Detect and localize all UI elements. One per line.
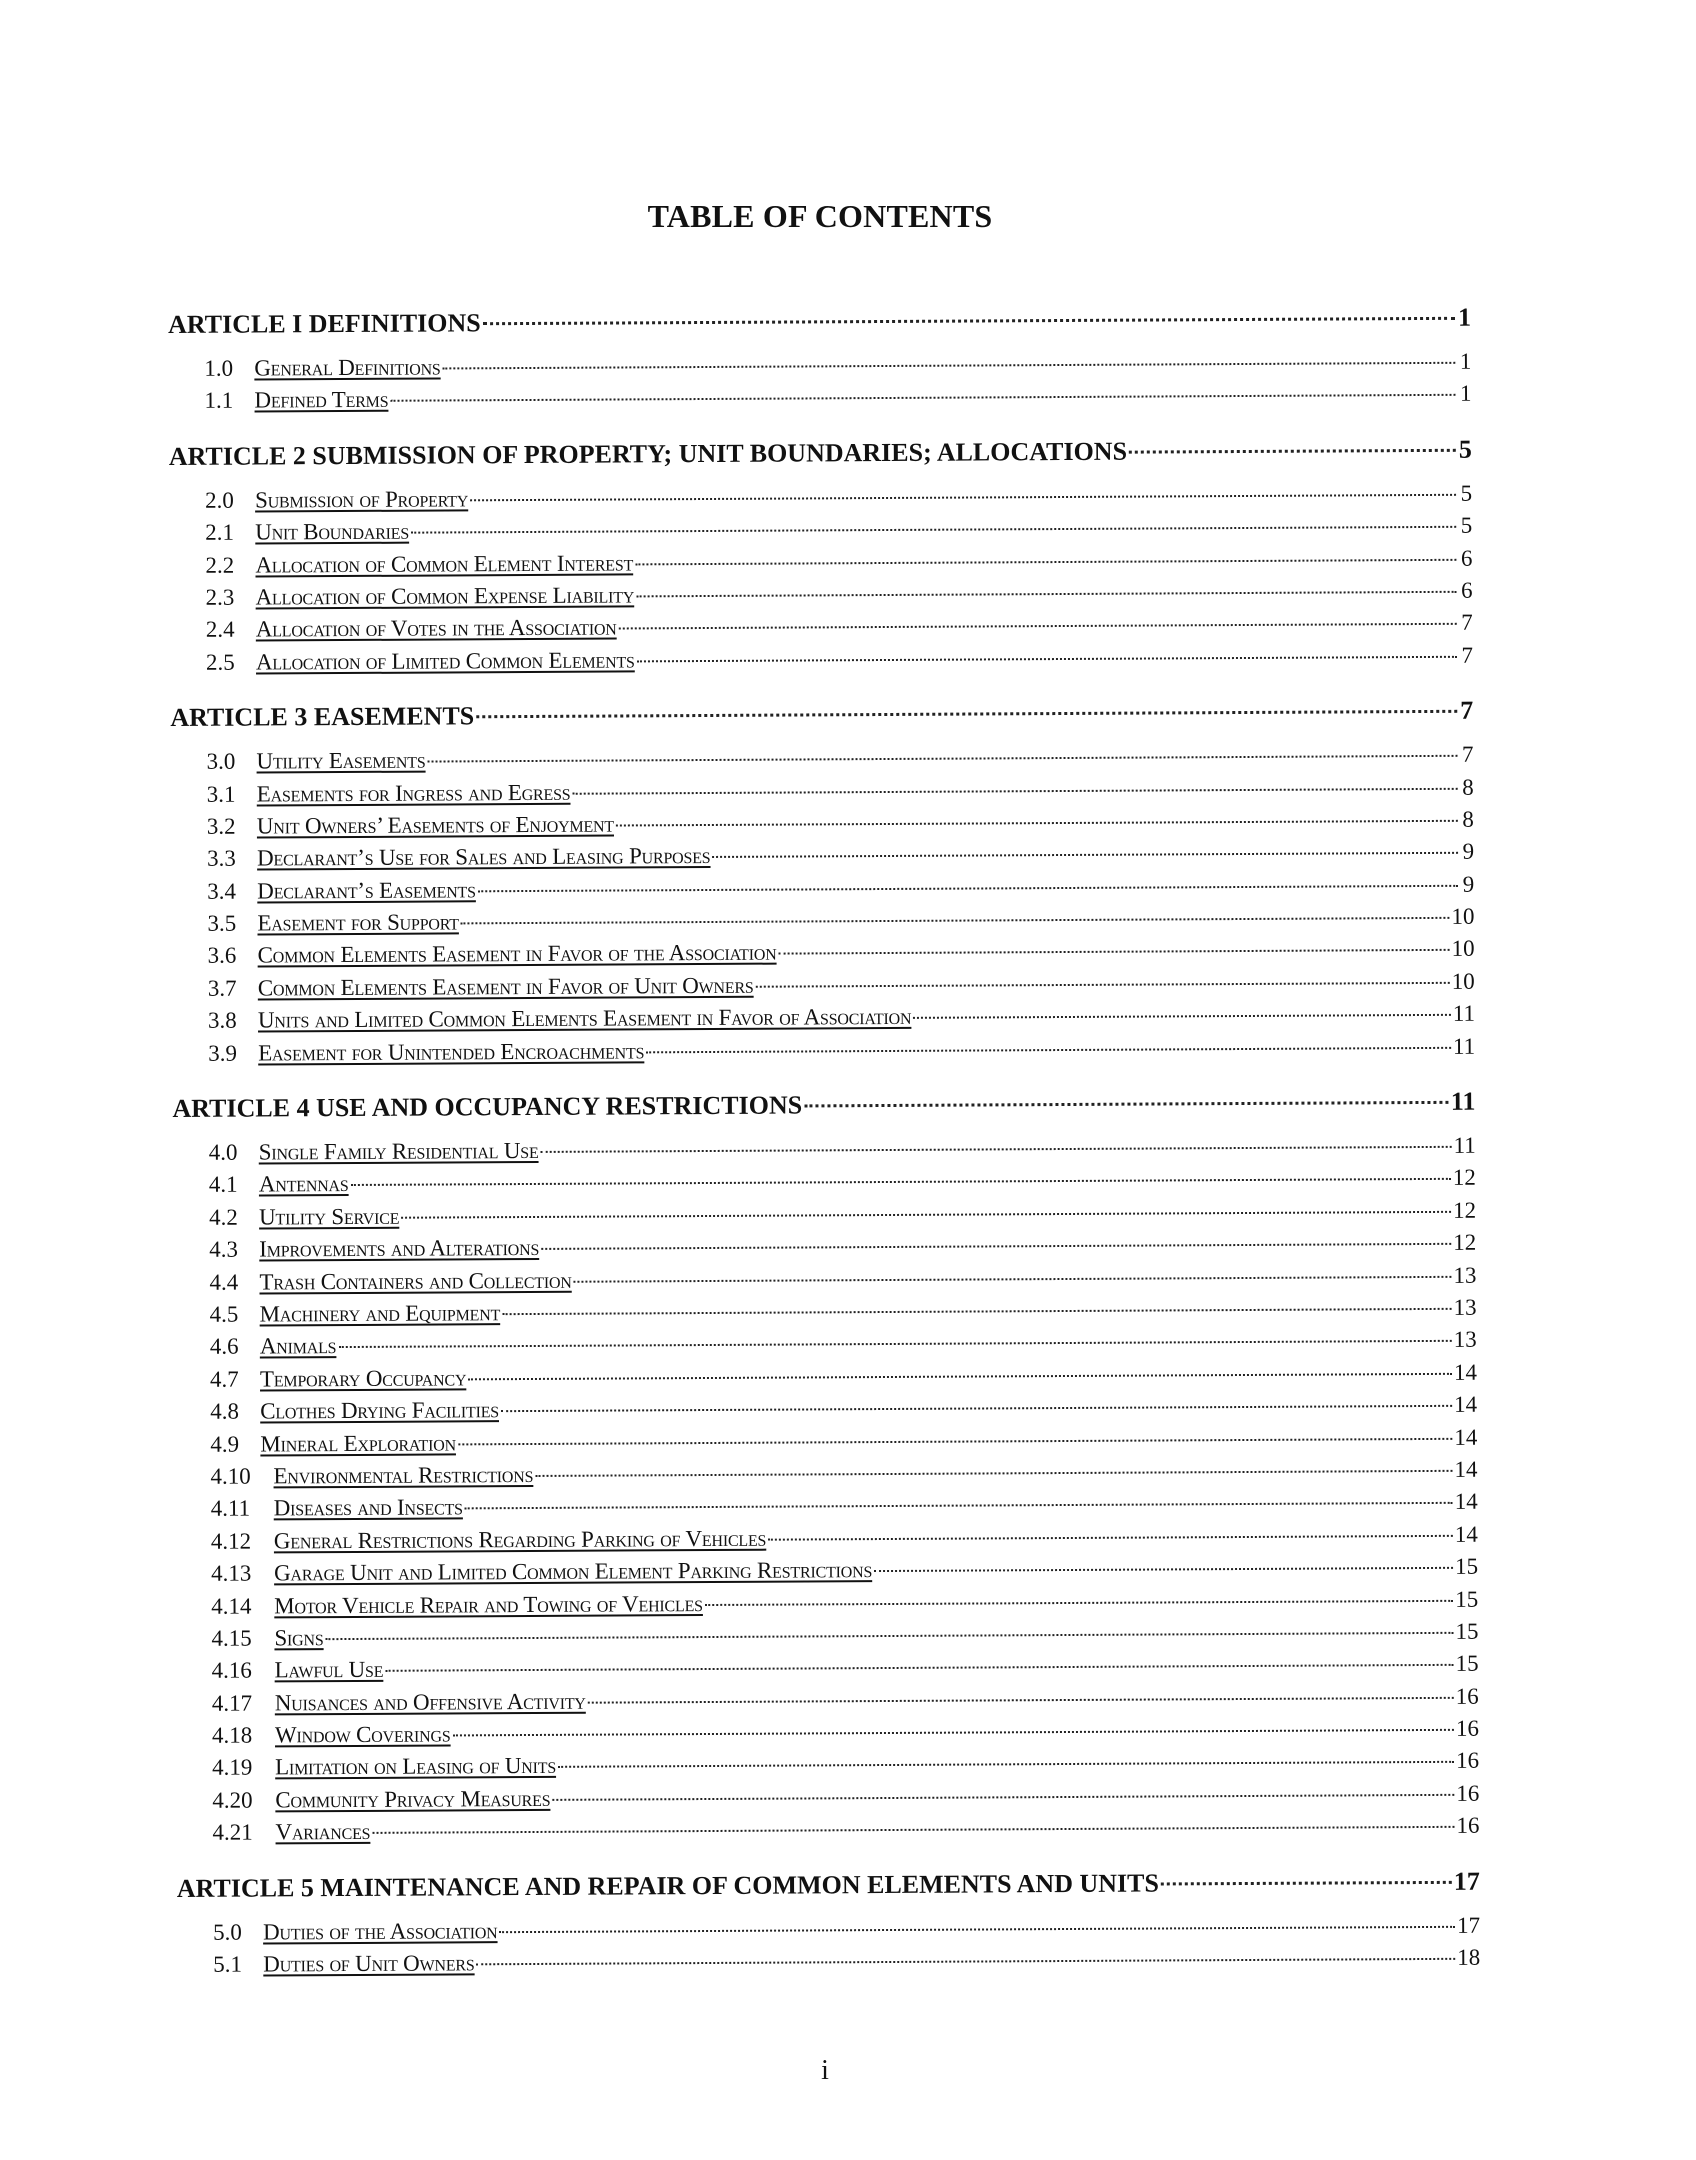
dot-leader <box>619 623 1457 630</box>
toc-section-title: Antennas <box>258 1171 349 1197</box>
toc-section-number: 4.8 <box>210 1398 239 1424</box>
dot-leader <box>768 1535 1453 1541</box>
dot-leader <box>1129 449 1456 454</box>
toc-page-number: 6 <box>1461 577 1473 603</box>
toc-page-number: 11 <box>1453 1132 1476 1158</box>
dot-leader <box>443 362 1456 370</box>
dot-leader <box>351 1178 1451 1186</box>
toc-article-row <box>168 303 1471 344</box>
toc-page-number: 14 <box>1454 1489 1478 1515</box>
dot-leader <box>477 1958 1456 1965</box>
toc-page-number: 14 <box>1454 1391 1478 1417</box>
page-title: TABLE OF CONTENTS <box>647 198 993 234</box>
toc-section-title: Easement for Support <box>257 909 459 936</box>
toc-page-number: 13 <box>1453 1327 1477 1353</box>
dot-leader <box>401 1211 1451 1219</box>
toc-section-number: 3.9 <box>208 1040 237 1066</box>
toc-page-number: 7 <box>1461 642 1474 668</box>
toc-page-number: 16 <box>1455 1715 1480 1741</box>
toc-section-number: 4.1 <box>208 1172 238 1198</box>
toc-section-title: Garage Unit and Limited Common Element Parking Restrictions <box>273 1557 873 1586</box>
toc-section-number: 2.0 <box>204 487 234 513</box>
dot-leader <box>411 526 1456 534</box>
dot-leader <box>874 1567 1453 1572</box>
toc-page-number: 15 <box>1455 1618 1479 1644</box>
dot-leader <box>913 1014 1450 1019</box>
toc-section-number: 4.3 <box>209 1236 239 1262</box>
toc-section-number: 4.4 <box>209 1269 239 1295</box>
toc-page-number: 16 <box>1456 1748 1480 1774</box>
toc-page-number: 1 <box>1459 381 1472 407</box>
toc-section-row <box>168 381 1471 421</box>
toc-section-number: 4.18 <box>211 1722 253 1748</box>
toc-page-number: 1 <box>1457 302 1472 332</box>
toc-article-row <box>177 1866 1480 1907</box>
toc-section-title: Common Elements Easement in Favor of the Association <box>257 940 777 968</box>
toc-section-row <box>170 642 1473 682</box>
toc-section-title: Unit Boundaries <box>255 518 410 545</box>
toc-section-number: 4.9 <box>210 1431 240 1457</box>
toc-section-number: 4.11 <box>210 1495 251 1522</box>
toc-page-number: 10 <box>1451 968 1475 994</box>
toc-page-number: 8 <box>1462 774 1474 800</box>
toc-section-title: Signs <box>274 1625 324 1651</box>
toc-article-title: ARTICLE 3 EASEMENTS <box>170 701 475 733</box>
toc-section-title: Utility Service <box>258 1203 400 1230</box>
toc-section-title: Lawful Use <box>274 1657 384 1683</box>
toc-section-number: 4.0 <box>208 1139 238 1165</box>
toc-page-number: 11 <box>1452 1033 1476 1059</box>
toc-section-title: Motor Vehicle Repair and Towing of Vehicles <box>274 1590 703 1618</box>
toc-page-number: 8 <box>1462 806 1474 832</box>
toc-article-title: ARTICLE 2 SUBMISSION OF PROPERTY; UNIT BOUNDARIES; ALLOCATIONS <box>168 436 1128 471</box>
toc-section-number: 2.3 <box>205 584 235 610</box>
toc-article-title: ARTICLE 5 MAINTENANCE AND REPAIR OF COMMON ELEMENTS AND UNITS <box>176 1868 1159 1903</box>
dot-leader <box>453 1729 1454 1737</box>
toc-section-title: Units and Limited Common Elements Easement in Favor of Association <box>257 1004 912 1033</box>
toc-section-title: Window Coverings <box>274 1721 451 1748</box>
toc-page-number: 14 <box>1454 1521 1478 1547</box>
toc-page-number: 5 <box>1460 480 1473 506</box>
toc-section-number: 4.20 <box>212 1787 253 1813</box>
toc-section-number: 4.14 <box>211 1593 252 1619</box>
dot-leader <box>478 884 1458 891</box>
toc-section-number: 4.16 <box>211 1657 252 1684</box>
toc-article-title: ARTICLE I DEFINITIONS <box>168 308 481 339</box>
toc-page-number: 13 <box>1453 1262 1477 1288</box>
toc-page-number: 9 <box>1462 871 1475 897</box>
dot-leader <box>646 1046 1451 1052</box>
page-number: i <box>821 2055 829 2086</box>
toc-page-number: 14 <box>1454 1456 1478 1482</box>
toc-section-number: 4.15 <box>211 1625 252 1651</box>
toc-section-number: 4.17 <box>211 1690 253 1716</box>
toc-section-number: 5.1 <box>213 1951 243 1977</box>
toc-page-number: 7 <box>1460 695 1474 725</box>
toc-section-title: Declarant’s Easements <box>257 876 476 904</box>
toc-section-number: 4.5 <box>209 1301 239 1327</box>
toc-section-title: Allocation of Common Expense Liability <box>255 582 635 610</box>
toc-section-title: Submission of Property <box>254 486 469 513</box>
dot-leader <box>572 787 1457 794</box>
toc-section-title: Common Elements Easement in Favor of Unit Owners <box>257 972 754 1001</box>
dot-leader <box>385 1664 1453 1672</box>
toc-section-title: Community Privacy Measures <box>275 1785 551 1813</box>
dot-leader <box>468 1373 1452 1380</box>
dot-leader <box>338 1340 1451 1348</box>
toc-section-title: Clothes Drying Facilities <box>260 1397 500 1424</box>
dot-leader <box>326 1632 1454 1640</box>
dot-leader <box>635 558 1456 565</box>
toc-section-title: General Definitions <box>254 354 441 381</box>
toc-article-row <box>169 435 1472 476</box>
toc-page-number: 12 <box>1452 1197 1477 1223</box>
toc-section-number: 3.4 <box>207 878 237 904</box>
dot-leader <box>428 755 1458 763</box>
toc-section-number: 4.21 <box>212 1819 253 1846</box>
toc-article-row <box>170 696 1473 737</box>
toc-page-number: 18 <box>1457 1944 1481 1970</box>
toc-page-number: 5 <box>1458 434 1472 464</box>
toc-section-title: Unit Owners’ Easements of Enjoyment <box>256 811 615 839</box>
toc-section-number: 4.10 <box>210 1463 251 1489</box>
toc-article-row <box>172 1087 1475 1128</box>
toc-page-number: 11 <box>1452 1000 1476 1027</box>
toc-section-title: Limitation on Leasing of Units <box>275 1753 557 1780</box>
toc-page-number: 10 <box>1451 936 1475 962</box>
dot-leader <box>499 1925 1455 1932</box>
toc-page-number: 9 <box>1462 839 1475 865</box>
toc-section-number: 2.4 <box>205 616 235 643</box>
toc-section-title: Defined Terms <box>254 387 389 413</box>
toc-section-title: Temporary Occupancy <box>259 1365 467 1392</box>
toc-section-number: 5.0 <box>212 1919 242 1945</box>
dot-leader <box>483 317 1455 325</box>
toc-section-title: Environmental Restrictions <box>273 1461 534 1489</box>
dot-leader <box>636 591 1456 598</box>
toc-section-title: Duties of Unit Owners <box>263 1950 475 1977</box>
toc-section-number: 3.3 <box>206 845 236 872</box>
toc-section-title: Diseases and Insects <box>273 1494 463 1521</box>
toc-section-number: 2.5 <box>205 649 235 675</box>
toc-section-title: Allocation of Limited Common Elements <box>255 647 635 675</box>
toc-section-title: Mineral Exploration <box>260 1429 456 1457</box>
toc-section-number: 4.7 <box>209 1366 239 1392</box>
toc-section-number: 4.6 <box>209 1333 239 1360</box>
toc-section-number: 4.13 <box>210 1560 252 1586</box>
toc-section-title: Declarant’s Use for Sales and Leasing Purposes <box>256 843 711 871</box>
toc-page-number: 12 <box>1452 1165 1476 1191</box>
toc-section-row <box>177 1945 1480 1985</box>
toc-page-number: 17 <box>1456 1912 1481 1938</box>
dot-leader <box>465 1502 1453 1510</box>
toc-section-title: Duties of the Association <box>262 1917 498 1945</box>
toc-section-number: 3.7 <box>207 975 237 1001</box>
toc-section-number: 1.1 <box>204 388 234 414</box>
toc-page-number: 15 <box>1454 1553 1479 1579</box>
dot-leader <box>458 1437 1452 1445</box>
toc-section-title: Easement for Unintended Encroachments <box>258 1037 645 1066</box>
toc-section-title: Variances <box>275 1819 371 1845</box>
toc-section-title: Improvements and Alterations <box>259 1235 540 1262</box>
toc-article-title: ARTICLE 4 USE AND OCCUPANCY RESTRICTIONS <box>172 1090 803 1124</box>
dot-leader <box>804 1101 1449 1108</box>
toc-page-number: 16 <box>1455 1683 1479 1709</box>
toc-section-title: Machinery and Equipment <box>259 1300 501 1327</box>
dot-leader <box>756 982 1450 988</box>
toc-page-number: 10 <box>1451 903 1475 929</box>
dot-leader <box>574 1275 1452 1282</box>
dot-leader <box>390 394 1455 402</box>
toc-section-row <box>172 1033 1475 1073</box>
toc-page-number: 14 <box>1453 1359 1478 1385</box>
toc-section-number: 3.1 <box>206 781 236 807</box>
toc-section-title: General Restrictions Regarding Parking of Vehicles <box>273 1525 767 1554</box>
dot-leader <box>779 949 1450 955</box>
toc-section-number: 1.0 <box>204 355 234 381</box>
toc-page-number: 15 <box>1455 1586 1479 1612</box>
dot-leader <box>1161 1880 1452 1885</box>
dot-leader <box>588 1697 1454 1704</box>
dot-leader <box>705 1599 1453 1605</box>
toc-page-number: 17 <box>1453 1866 1480 1896</box>
toc-page-number: 13 <box>1453 1294 1477 1320</box>
toc-page-number: 5 <box>1460 512 1473 538</box>
toc-section-title: Allocation of Votes in the Association <box>255 614 617 642</box>
dot-leader <box>501 1405 1452 1412</box>
toc-section-number: 4.12 <box>210 1528 252 1554</box>
dot-leader <box>541 1243 1451 1250</box>
toc-page-number: 6 <box>1460 545 1473 571</box>
dot-leader <box>461 917 1450 925</box>
toc-page-number: 7 <box>1461 610 1473 636</box>
dot-leader <box>552 1794 1454 1801</box>
toc-page-number: 16 <box>1456 1812 1480 1839</box>
toc-section-number: 3.2 <box>206 813 236 839</box>
toc-section-number: 2.1 <box>205 519 235 545</box>
dot-leader <box>637 656 1457 663</box>
toc-page-number: 16 <box>1456 1780 1480 1806</box>
toc-section-title: Allocation of Common Element Interest <box>255 549 634 578</box>
dot-leader <box>502 1308 1451 1315</box>
table-of-contents <box>168 303 1480 1985</box>
dot-leader <box>372 1826 1454 1834</box>
toc-section-number: 3.8 <box>207 1007 237 1034</box>
toc-section-title: Trash Containers and Collection <box>259 1267 572 1295</box>
toc-section-row <box>176 1813 1479 1853</box>
dot-leader <box>540 1146 1451 1153</box>
dot-leader <box>712 852 1458 858</box>
toc-section-title: Nuisances and Offensive Activity <box>274 1688 586 1716</box>
toc-section-title: Easements for Ingress and Egress <box>256 779 571 807</box>
toc-section-number: 4.2 <box>208 1204 238 1230</box>
toc-page-number: 7 <box>1461 741 1474 767</box>
toc-section-number: 3.5 <box>207 910 237 936</box>
toc-page-number: 1 <box>1459 348 1472 374</box>
toc-page-number: 14 <box>1454 1424 1478 1450</box>
toc-section-number: 2.2 <box>205 552 235 578</box>
dot-leader <box>616 820 1458 827</box>
dot-leader <box>535 1470 1452 1477</box>
dot-leader <box>476 710 1457 718</box>
dot-leader <box>470 494 1456 502</box>
toc-section-number: 3.6 <box>207 943 237 969</box>
toc-section-title: Animals <box>259 1333 337 1359</box>
toc-page-number: 12 <box>1453 1229 1477 1256</box>
toc-section-title: Utility Easements <box>256 747 426 774</box>
toc-page-number: 15 <box>1455 1650 1479 1677</box>
dot-leader <box>558 1761 1454 1768</box>
toc-section-number: 4.19 <box>212 1755 253 1781</box>
toc-page-number: 11 <box>1450 1086 1476 1116</box>
toc-section-title: Single Family Residential Use <box>258 1137 539 1165</box>
toc-section-number: 3.0 <box>206 748 236 774</box>
